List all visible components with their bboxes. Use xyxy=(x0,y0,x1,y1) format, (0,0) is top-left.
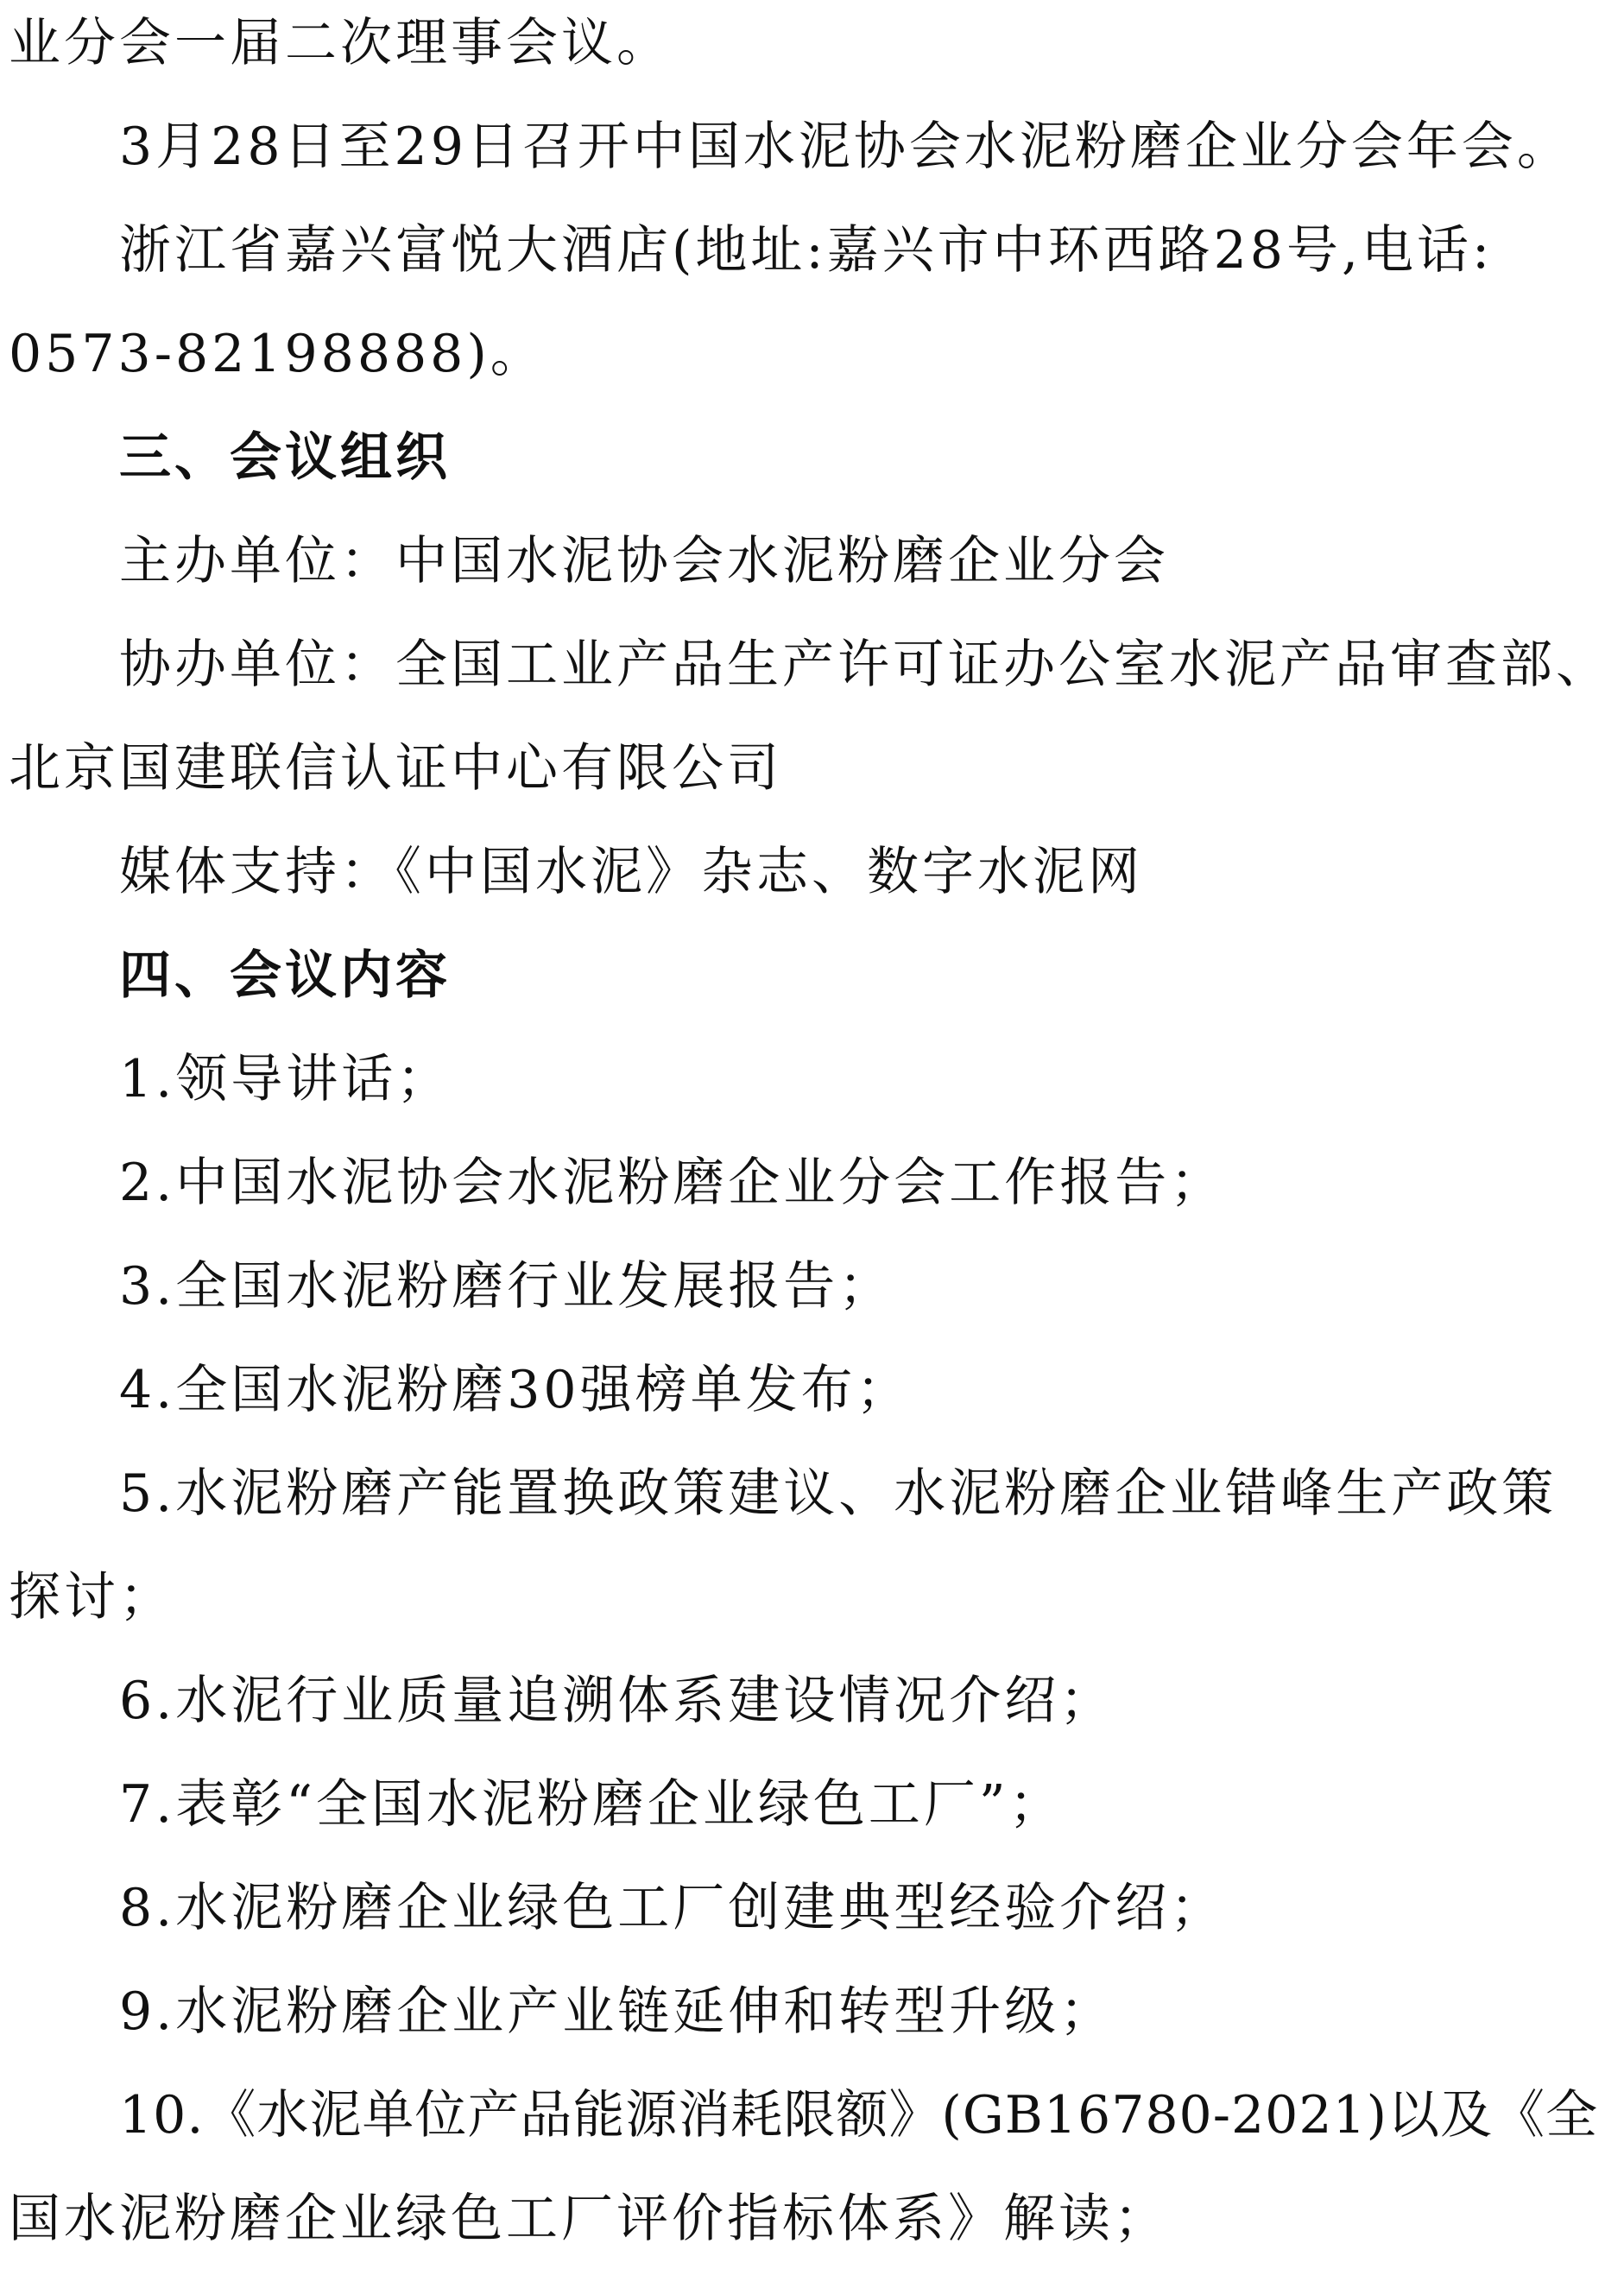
list-item: 6.水泥行业质量追溯体系建设情况介绍； xyxy=(119,1671,1115,1731)
paragraph-venue: 浙江省嘉兴富悦大酒店(地址:嘉兴市中环西路28号,电话: xyxy=(119,220,1494,281)
paragraph-line: 业分会一届二次理事会议。 xyxy=(9,13,672,73)
list-item-continuation: 国水泥粉磨企业绿色工厂评价指标体系》解读； xyxy=(9,2189,1169,2249)
list-item: 7.表彰“全国水泥粉磨企业绿色工厂”； xyxy=(119,1774,1065,1835)
list-item: 3.全国水泥粉磨行业发展报告； xyxy=(119,1256,894,1317)
list-item: 9.水泥粉磨企业产业链延伸和转型升级； xyxy=(119,1981,1115,2042)
section-heading-content: 四、会议内容 xyxy=(119,945,451,1006)
list-item: 2.中国水泥协会水泥粉磨企业分会工作报告； xyxy=(119,1153,1226,1213)
list-item: 1.领导讲话； xyxy=(119,1049,452,1109)
section-heading-organization: 三、会议组织 xyxy=(119,427,451,488)
list-item: 10.《水泥单位产品能源消耗限额》(GB16780-2021)以及《全 xyxy=(119,2085,1599,2145)
paragraph-meeting-date: 3月28日至29日召开中国水泥协会水泥粉磨企业分会年会。 xyxy=(119,117,1572,177)
list-item: 4.全国水泥粉磨30强榜单发布； xyxy=(119,1360,912,1420)
paragraph-line: 北京国建联信认证中心有限公司 xyxy=(9,738,782,799)
list-item-continuation: 探讨； xyxy=(9,1567,174,1627)
paragraph-media-support: 媒体支持：《中国水泥》杂志、数字水泥网 xyxy=(119,842,1143,902)
paragraph-line: 0573-82198888)。 xyxy=(9,324,546,384)
list-item: 5.水泥粉磨产能置换政策建议、水泥粉磨企业错峰生产政策 xyxy=(119,1463,1558,1524)
list-item: 8.水泥粉磨企业绿色工厂创建典型经验介绍； xyxy=(119,1878,1226,1938)
paragraph-co-organizer: 协办单位：全国工业产品生产许可证办公室水泥产品审查部、 xyxy=(119,635,1611,695)
paragraph-organizer: 主办单位：中国水泥协会水泥粉磨企业分会 xyxy=(119,531,1169,591)
